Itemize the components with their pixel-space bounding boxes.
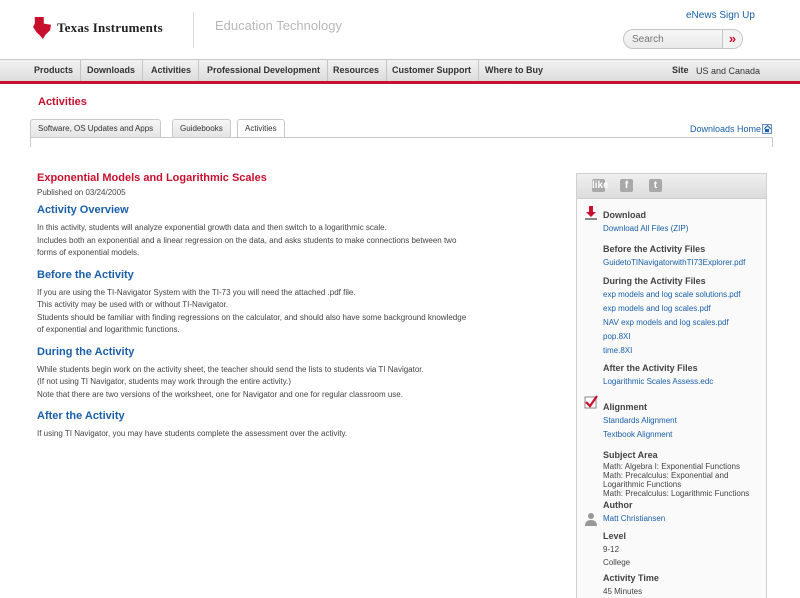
download-icon: [584, 206, 598, 220]
main-nav: [0, 59, 800, 84]
overview-line: forms of exponential models.: [37, 248, 140, 257]
time-value: 45 Minutes: [603, 587, 643, 596]
site-selector[interactable]: US and Canada: [696, 66, 761, 76]
subject-line: Logarithmic Functions: [603, 480, 682, 489]
subject-line: Math: Precalculus: Logarithmic Functions: [603, 489, 750, 498]
nav-item-where-to-buy[interactable]: Where to Buy: [485, 65, 544, 75]
download-all-link[interactable]: Download All Files (ZIP): [603, 224, 689, 233]
during-heading: During the Activity: [37, 345, 135, 358]
file-link[interactable]: pop.8XI: [603, 332, 631, 341]
author-icon: [584, 512, 598, 526]
tab-activities[interactable]: Activities: [237, 119, 285, 138]
after-files-section: [603, 363, 713, 389]
after-text: [37, 428, 547, 441]
like-icon[interactable]: like: [592, 180, 609, 191]
standards-alignment-link[interactable]: Standards Alignment: [603, 416, 677, 425]
alignment-heading: Alignment: [603, 402, 647, 412]
file-link[interactable]: exp models and log scales.pdf: [603, 304, 711, 313]
nav-item-downloads[interactable]: Downloads: [80, 60, 143, 81]
textbook-alignment-link[interactable]: Textbook Alignment: [603, 430, 673, 439]
subject-line: Math: Algebra I: Exponential Functions: [603, 462, 740, 471]
file-link[interactable]: NAV exp models and log scales.pdf: [603, 318, 729, 327]
file-link[interactable]: time.8XI: [603, 346, 633, 355]
after-line: If using TI Navigator, you may have students complete the assessment over the activity.: [37, 429, 348, 438]
enews-signup-link[interactable]: eNews Sign Up: [686, 10, 755, 21]
before-line: Students should be familiar with finding regressions on the calculator, and should also have some background knowledge: [37, 312, 467, 322]
facebook-icon[interactable]: f: [620, 179, 633, 192]
subject-section: [603, 450, 749, 498]
time-heading: Activity Time: [603, 573, 659, 583]
subject-line: Math: Precalculus: Exponential and: [603, 471, 729, 480]
ti-logo[interactable]: [33, 17, 163, 39]
author-section: [603, 500, 665, 526]
before-files-section: [603, 244, 745, 270]
during-line: (If not using TI Navigator, students may work through the entire activity.): [37, 377, 292, 386]
header-divider: [193, 12, 194, 48]
site-label: Site: [672, 65, 689, 75]
file-link[interactable]: GuidetoTINavigatorwithTI73Explorer.pdf: [603, 258, 746, 267]
author-heading: Author: [603, 500, 633, 510]
search-go-button[interactable]: »: [722, 30, 742, 48]
checkmark-icon: [584, 395, 598, 409]
file-link[interactable]: Logarithmic Scales Assess.edc: [603, 377, 714, 386]
during-line: Note that there are two versions of the worksheet, one for Navigator and one for regular classroom use.: [37, 389, 403, 399]
nav-item-resources[interactable]: Resources: [326, 60, 387, 81]
nav-item-professional-development[interactable]: Professional Development: [200, 60, 328, 81]
search-input[interactable]: [632, 32, 722, 47]
download-section: [603, 210, 688, 236]
before-heading: Before the Activity: [37, 268, 134, 281]
overview-line: In this activity, students will analyze exponential growth data and then switch to a logarithmic scale.: [37, 223, 387, 232]
before-line: If you are using the TI-Navigator System with the TI-73 you will need the attached .pdf file.: [37, 287, 356, 297]
before-text: [37, 287, 547, 337]
nav-item-customer-support[interactable]: Customer Support: [385, 60, 479, 81]
nav-item-activities[interactable]: Activities: [144, 60, 199, 81]
home-icon[interactable]: [762, 124, 772, 134]
downloads-home-link[interactable]: Downloads Home: [690, 124, 762, 134]
during-files-heading: During the Activity Files: [603, 276, 706, 286]
published-date: Published on 03/24/2005: [37, 188, 126, 197]
resource-sidebar: [576, 173, 767, 598]
tab-software-updates[interactable]: Software, OS Updates and Apps: [30, 119, 161, 137]
during-files-section: [603, 276, 740, 358]
file-link[interactable]: exp models and log scale solutions.pdf: [603, 290, 741, 299]
activity-title: Exponential Models and Logarithmic Scales: [37, 172, 267, 184]
download-heading: Download: [603, 210, 646, 220]
activity-content: [37, 172, 547, 450]
during-line: While students begin work on the activity sheet, the teacher should send the lists to students via TI Navigator.: [37, 364, 424, 374]
tab-panel-right-border: [772, 137, 773, 147]
division-title: Education Technology: [215, 18, 342, 33]
level-section: [603, 531, 630, 569]
before-line: This activity may be used with or without TI-Navigator.: [37, 300, 229, 309]
after-files-heading: After the Activity Files: [603, 363, 698, 373]
tab-underline: [30, 137, 773, 138]
level-heading: Level: [603, 531, 627, 541]
level-line: 9-12: [603, 545, 620, 554]
company-name: Texas Instruments: [57, 20, 163, 35]
subject-heading: Subject Area: [603, 450, 658, 460]
nav-item-products[interactable]: Products: [27, 60, 81, 81]
texas-map-icon: [33, 17, 51, 39]
social-bar: [577, 174, 766, 199]
after-heading: After the Activity: [37, 410, 125, 422]
author-link[interactable]: Matt Christiansen: [603, 514, 666, 523]
overview-line: Includes both an exponential and a linear regression on the data, and asks students to make connections between two: [37, 235, 457, 245]
level-line: College: [603, 558, 631, 567]
twitter-icon[interactable]: t: [649, 179, 662, 192]
tab-guidebooks[interactable]: Guidebooks: [172, 119, 231, 137]
during-text: [37, 364, 547, 402]
alignment-section: [603, 402, 677, 442]
section-title: Activities: [38, 96, 87, 108]
search-box: [623, 29, 743, 49]
overview-text: [37, 222, 547, 260]
time-section: [603, 573, 659, 598]
before-line: of exponential and logarithmic functions.: [37, 325, 180, 334]
overview-heading: Activity Overview: [37, 204, 129, 216]
site-header: [0, 0, 800, 58]
before-files-heading: Before the Activity Files: [603, 244, 706, 254]
tab-panel-left-border: [30, 137, 31, 147]
